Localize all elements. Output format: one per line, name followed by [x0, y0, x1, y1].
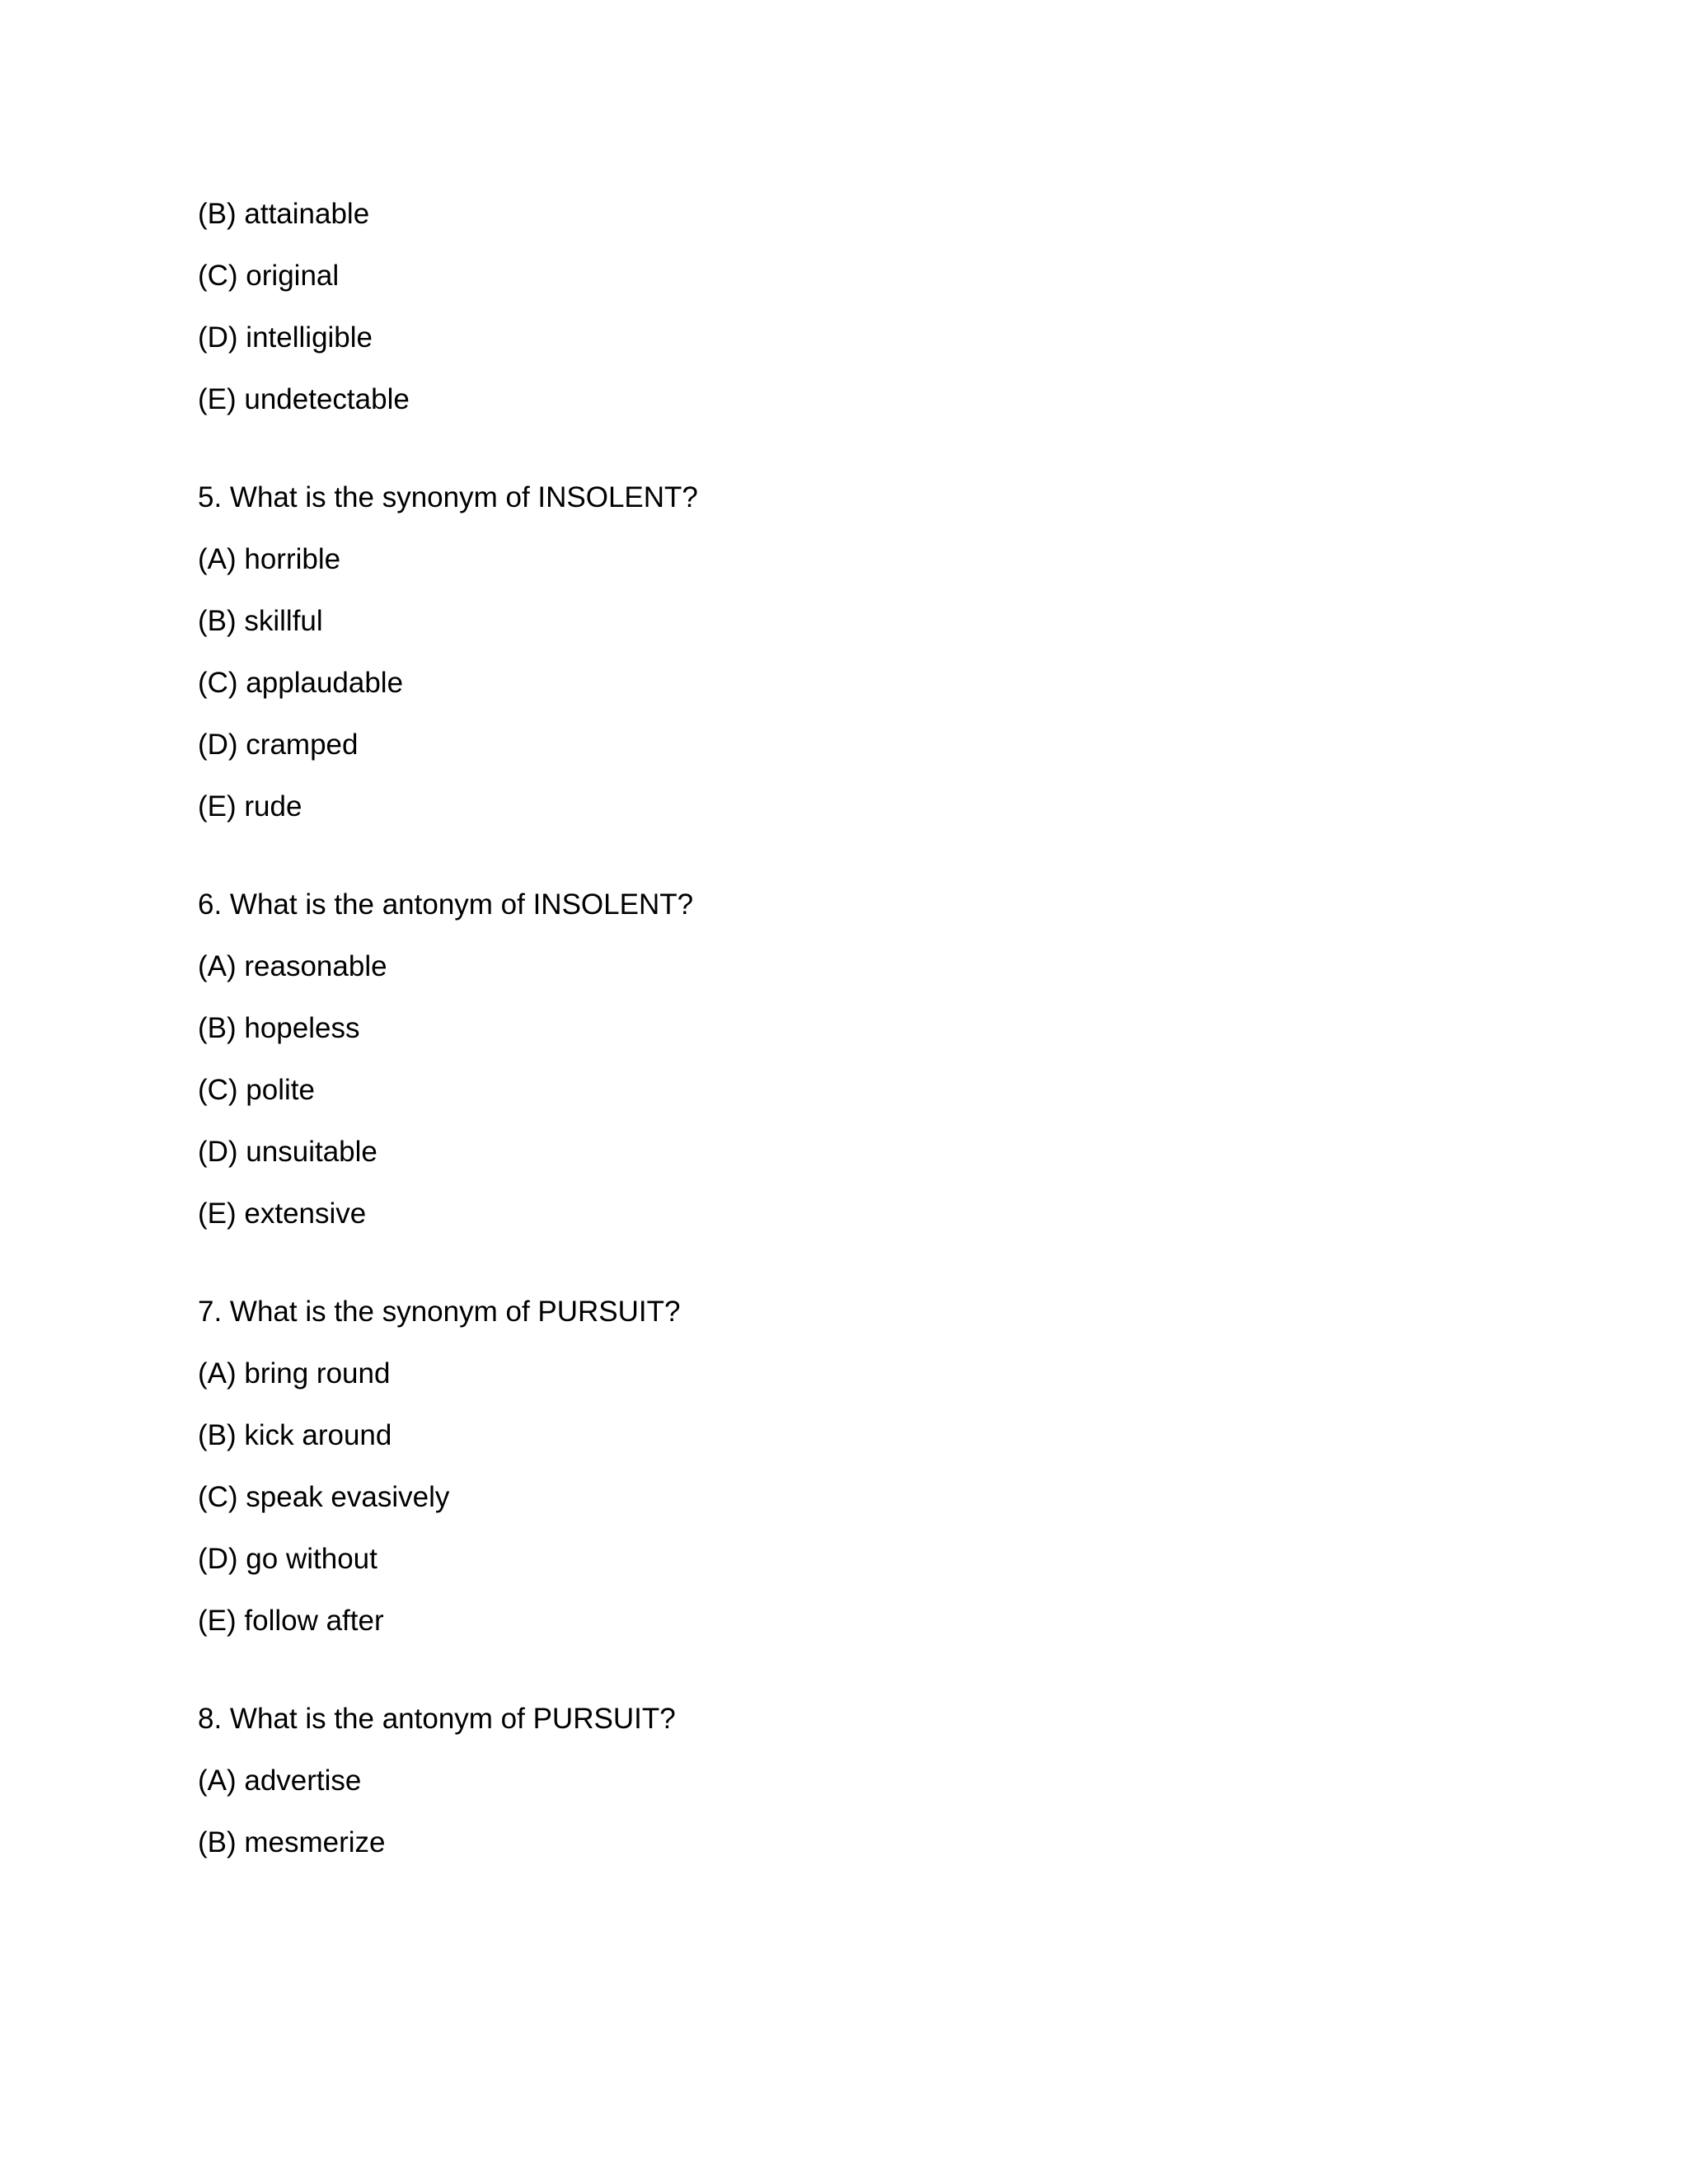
option-line: (D) go without: [198, 1543, 377, 1575]
option-line: (E) follow after: [198, 1605, 384, 1637]
question-prompt: 5. What is the synonym of INSOLENT?: [198, 481, 698, 513]
option-line: (E) rude: [198, 790, 302, 823]
question-prompt: 7. What is the synonym of PURSUIT?: [198, 1296, 681, 1328]
option-line: (B) skillful: [198, 605, 323, 637]
option-line: (A) bring round: [198, 1357, 391, 1390]
document-content: [198, 196, 1484, 1886]
question-prompt: 6. What is the antonym of INSOLENT?: [198, 888, 694, 921]
option-line: (B) hopeless: [198, 1012, 360, 1044]
option-line: (E) undetectable: [198, 383, 410, 415]
question-prompt: 8. What is the antonym of PURSUIT?: [198, 1703, 676, 1735]
option-line: (E) extensive: [198, 1197, 367, 1230]
question-8: [198, 1701, 1484, 1861]
option-line: (A) advertise: [198, 1765, 362, 1797]
option-line: (B) attainable: [198, 198, 370, 230]
option-line: (C) polite: [198, 1074, 315, 1106]
option-line: (C) original: [198, 260, 340, 292]
option-line: (D) cramped: [198, 729, 359, 761]
option-line: (B) mesmerize: [198, 1826, 386, 1858]
leading-option-list: [198, 196, 1484, 418]
option-line: (D) unsuitable: [198, 1136, 377, 1168]
option-line: (A) horrible: [198, 543, 341, 575]
option-line: (C) speak evasively: [198, 1481, 450, 1513]
option-line: (D) intelligible: [198, 321, 373, 354]
question-7: [198, 1294, 1484, 1639]
option-line: (C) applaudable: [198, 667, 404, 699]
option-line: (B) kick around: [198, 1419, 392, 1451]
question-6: [198, 887, 1484, 1232]
question-5: [198, 480, 1484, 825]
option-line: (A) reasonable: [198, 950, 387, 982]
